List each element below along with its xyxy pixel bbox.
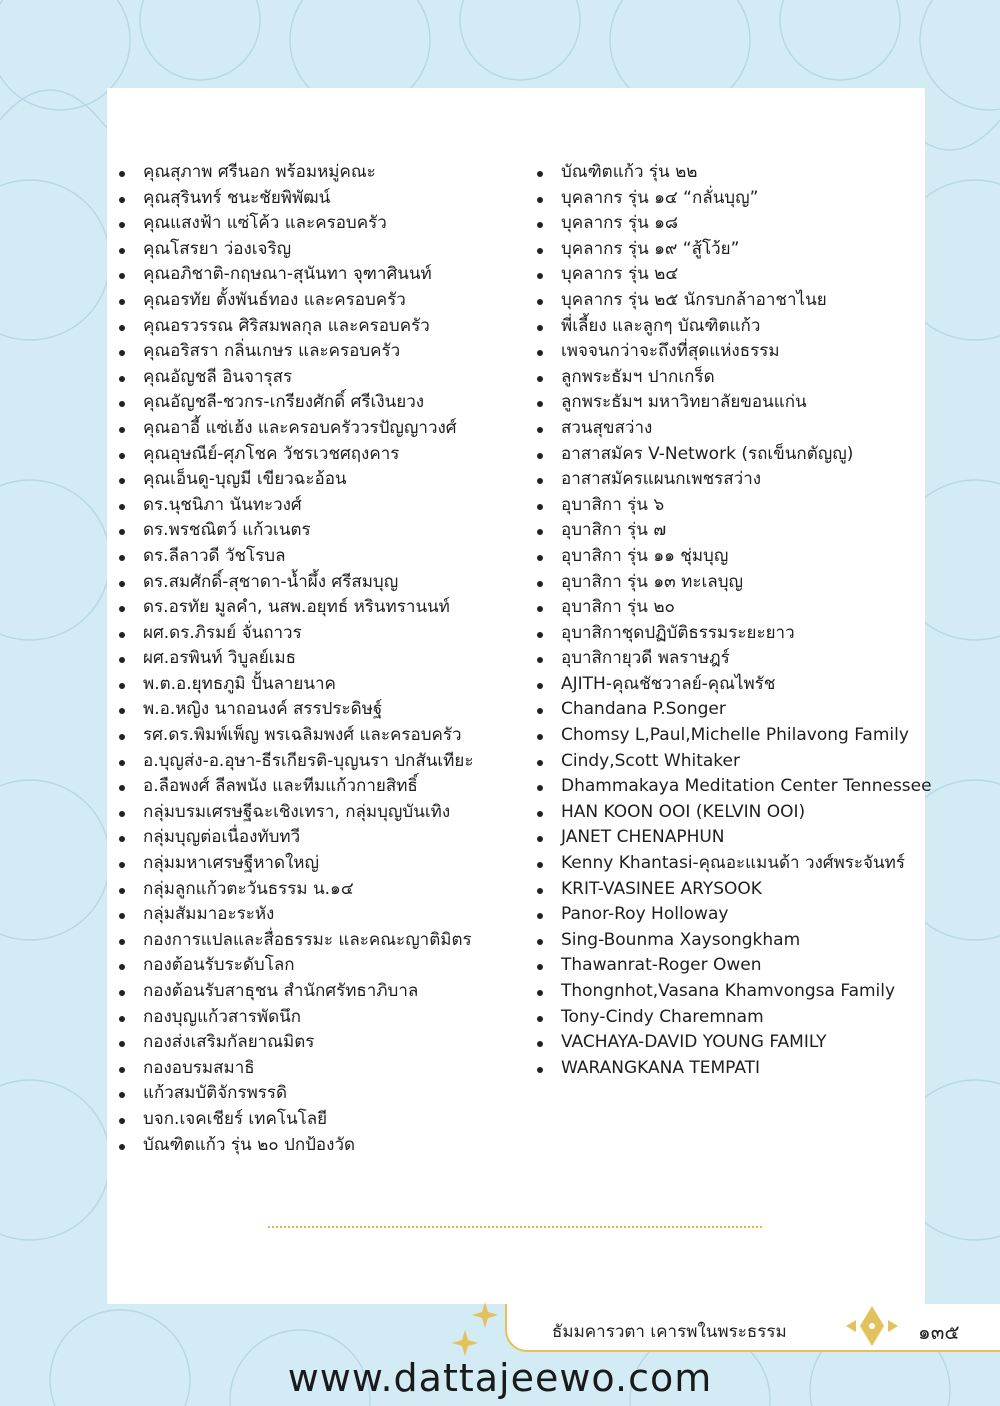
list-item: รศ.ดร.พิมพ์เพ็ญ พรเฉลิมพงศ์ และครอบครัว	[118, 723, 530, 749]
list-item: คุณอรทัย ตั้งพันธ์ทอง และครอบครัว	[118, 288, 530, 314]
list-item: บุคลากร รุ่น ๒๔	[536, 262, 926, 288]
list-item: WARANGKANA TEMPATI	[536, 1056, 926, 1082]
book-title: ธัมมคารวตา เคารพในพระธรรม	[552, 1322, 787, 1342]
list-item: Chomsy L,Paul,Michelle Philavong Family	[536, 723, 926, 749]
list-item: พี่เลี้ยง และลูกๆ บัณฑิตแก้ว	[536, 314, 926, 340]
list-item: ดร.พรชณิตว์ แก้วเนตร	[118, 518, 530, 544]
list-item: กลุ่มมหาเศรษฐีหาดใหญ่	[118, 851, 530, 877]
website-url: www.dattajeewo.com	[287, 1356, 713, 1400]
list-item: ดร.นุชนิภา นันทะวงศ์	[118, 493, 530, 519]
list-item: กองการแปลและสื่อธรรมะ และคณะญาติมิตร	[118, 928, 530, 954]
list-item: อุบาสิกา รุ่น ๑๑ ชุ่มบุญ	[536, 544, 926, 570]
list-item: อ.บุญส่ง-อ.อุษา-ธีรเกียรติ-บุญนรา ปกสันเทียะ	[118, 749, 530, 775]
list-item: คุณอภิชาติ-กฤษณา-สุนันทา จุฑาศินนท์	[118, 262, 530, 288]
list-item: Sing-Bounma Xaysongkham	[536, 928, 926, 954]
list-item: คุณอรวรรณ ศิริสมพลกุล และครอบครัว	[118, 314, 530, 340]
list-item: ดร.สมศักดิ์-สุชาดา-น้ำผึ้ง ศรีสมบุญ	[118, 570, 530, 596]
list-item: บุคลากร รุ่น ๑๔ “กลั่นบุญ”	[536, 186, 926, 212]
list-item: คุณแสงฟ้า แซ่โค้ว และครอบครัว	[118, 211, 530, 237]
list-item: ลูกพระธัมฯ มหาวิทยาลัยขอนแก่น	[536, 390, 926, 416]
list-item: พ.ต.อ.ยุทธภูมิ ปั้นลายนาค	[118, 672, 530, 698]
list-item: อุบาสิกาชุดปฏิบัติธรรมระยะยาว	[536, 621, 926, 647]
list-item: Thongnhot,Vasana Khamvongsa Family	[536, 979, 926, 1005]
list-item: Cindy,Scott Whitaker	[536, 749, 926, 775]
list-item: กองบุญแก้วสารพัดนึก	[118, 1005, 530, 1031]
list-item: เพจจนกว่าจะถึงที่สุดแห่งธรรม	[536, 339, 926, 365]
list-item: บุคลากร รุ่น ๒๕ นักรบกล้าอาชาไนย	[536, 288, 926, 314]
list-item: บจก.เจคเชียร์ เทคโนโลยี	[118, 1107, 530, 1133]
list-item: คุณโสรยา ว่องเจริญ	[118, 237, 530, 263]
list-item: กองอบรมสมาธิ	[118, 1056, 530, 1082]
list-item: คุณอุษณีย์-ศุภโชค วัชรเวชศฤงคาร	[118, 442, 530, 468]
list-item: อุบาสิกา รุ่น ๒๐	[536, 595, 926, 621]
list-item: Chandana P.Songer	[536, 697, 926, 723]
diamond-ornament-icon	[844, 1304, 900, 1348]
list-item: KRIT-VASINEE ARYSOOK	[536, 877, 926, 903]
dotted-divider	[268, 1226, 762, 1228]
list-item: Thawanrat-Roger Owen	[536, 953, 926, 979]
list-item: กองต้อนรับระดับโลก	[118, 953, 530, 979]
list-item: คุณเอ็นดู-บุญมี เขียวฉะอ้อน	[118, 467, 530, 493]
list-item: กองส่งเสริมกัลยาณมิตร	[118, 1030, 530, 1056]
list-item: กลุ่มบรมเศรษฐีฉะเชิงเทรา, กลุ่มบุญบันเทิง	[118, 800, 530, 826]
donor-list-left	[118, 160, 530, 1158]
list-item: Tony-Cindy Charemnam	[536, 1005, 926, 1031]
list-item: อ.ลือพงศ์ ลีลพนัง และทีมแก้วกายสิทธิ์	[118, 774, 530, 800]
list-item: สวนสุขสว่าง	[536, 416, 926, 442]
list-item: กลุ่มบุญต่อเนื่องทับทวี	[118, 825, 530, 851]
list-item: พ.อ.หญิง นาถอนงค์ สรรประดิษฐ์	[118, 697, 530, 723]
list-item: VACHAYA-DAVID YOUNG FAMILY	[536, 1030, 926, 1056]
list-item: บุคลากร รุ่น ๑๘	[536, 211, 926, 237]
list-item: Kenny Khantasi-คุณอะแมนด้า วงศ์พระจันทร์	[536, 851, 926, 877]
sparkle-ornament-icon	[447, 1300, 503, 1360]
list-item: อุบาสิกา รุ่น ๑๓ ทะเลบุญ	[536, 570, 926, 596]
donor-list-right	[536, 160, 932, 1081]
list-item: Dhammakaya Meditation Center Tennessee	[536, 774, 926, 800]
list-item: กลุ่มสัมมาอะระหัง	[118, 902, 530, 928]
list-item: แก้วสมบัติจักรพรรดิ	[118, 1081, 530, 1107]
list-item: Panor-Roy Holloway	[536, 902, 926, 928]
list-item: กองต้อนรับสาธุชน สำนักศรัทธาภิบาล	[118, 979, 530, 1005]
list-item: กลุ่มลูกแก้วตะวันธรรม น.๑๔	[118, 877, 530, 903]
list-item: อุบาสิกา รุ่น ๗	[536, 518, 926, 544]
list-item: อาสาสมัครแผนกเพชรสว่าง	[536, 467, 926, 493]
list-item: คุณอริสรา กลิ่นเกษร และครอบครัว	[118, 339, 530, 365]
page-number: ๑๓๕	[918, 1320, 960, 1344]
list-item: อาสาสมัคร V-Network (รถเข็นกตัญญู)	[536, 442, 926, 468]
list-item: อุบาสิกายุวดี พลราษฎร์	[536, 646, 926, 672]
list-item: HAN KOON OOI (KELVIN OOI)	[536, 800, 926, 826]
list-item: คุณสุภาพ ศรีนอก พร้อมหมู่คณะ	[118, 160, 530, 186]
list-item: อุบาสิกา รุ่น ๖	[536, 493, 926, 519]
list-item: บัณฑิตแก้ว รุ่น ๒๐ ปกป้องวัด	[118, 1133, 530, 1159]
list-item: คุณอาอี้ แซ่เฮ้ง และครอบครัววรปัญญาวงศ์	[118, 416, 530, 442]
list-item: ลูกพระธัมฯ ปากเกร็ด	[536, 365, 926, 391]
list-item: JANET CHENAPHUN	[536, 825, 926, 851]
list-item: ดร.อรทัย มูลคำ, นสพ.อยุทธ์ หรินทรานนท์	[118, 595, 530, 621]
list-item: ผศ.ดร.ภิรมย์ จั่นถาวร	[118, 621, 530, 647]
list-item: บัณฑิตแก้ว รุ่น ๒๒	[536, 160, 926, 186]
list-item: บุคลากร รุ่น ๑๙ “สู้โว้ย”	[536, 237, 926, 263]
list-item: คุณสุรินทร์ ชนะชัยพิพัฒน์	[118, 186, 530, 212]
list-item: คุณอัญชลี-ชวกร-เกรียงศักดิ์ ศรีเงินยวง	[118, 390, 530, 416]
list-item: AJITH-คุณชัชวาลย์-คุณไพรัช	[536, 672, 926, 698]
list-item: ผศ.อรพินท์ วิบูลย์เมธ	[118, 646, 530, 672]
list-item: คุณอัญชลี อินจารุสร	[118, 365, 530, 391]
list-item: ดร.ลีลาวดี วัชโรบล	[118, 544, 530, 570]
